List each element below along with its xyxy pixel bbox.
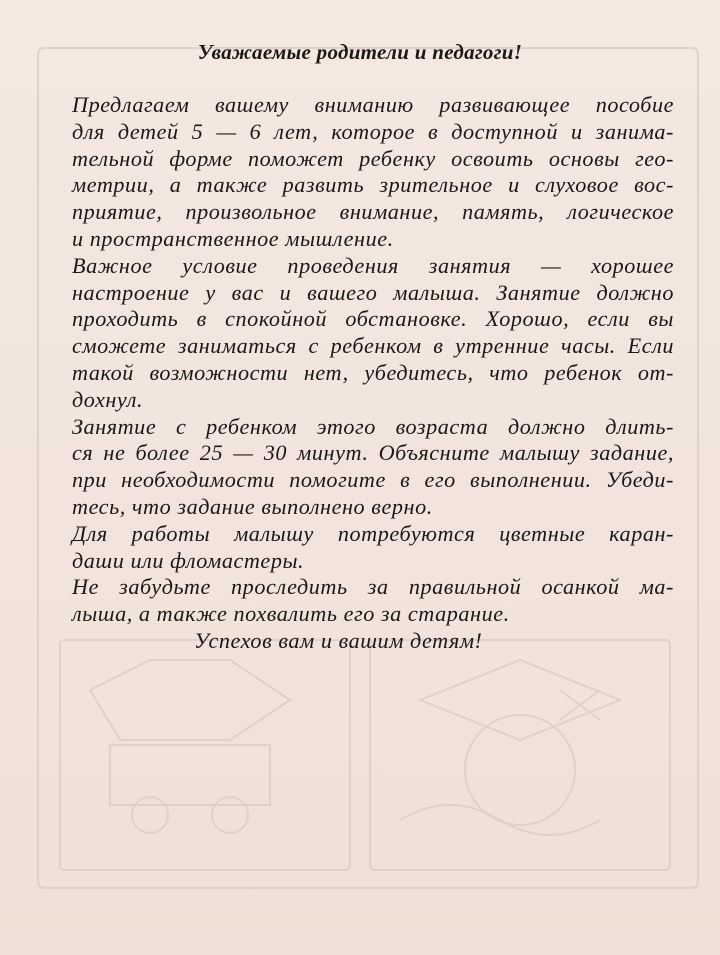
text-line: тельной форме поможет ребенку освоить основы гео- — [72, 145, 674, 171]
text-line: такой возможности нет, убедитесь, что ребенок от- — [72, 359, 674, 385]
text-line: Предлагаем вашему вниманию развивающее пособие — [72, 92, 674, 117]
paragraph-3 — [72, 414, 674, 521]
text-line: и пространственное мышление. — [72, 225, 394, 251]
paragraph-2 — [72, 253, 674, 414]
text-line: ся не более 25 — 30 минут. Объясните малышу задание, — [72, 440, 674, 466]
paragraph-1 — [72, 92, 674, 253]
text-line: Занятие с ребенком этого возраста должно длить- — [72, 413, 674, 439]
text-line: Важное условие проведения занятия — хорошее — [72, 252, 674, 278]
text-line: Не забудьте проследить за правильной осанкой ма- — [72, 574, 674, 600]
text-line: приятие, произвольное внимание, память, логическое — [72, 199, 674, 225]
text-line: Для работы малышу потребуются цветные каран- — [72, 520, 674, 546]
text-line: для детей 5 — 6 лет, которое в доступной и занима- — [72, 118, 674, 144]
text-line: лыша, а также похвалить его за старание. — [72, 601, 510, 627]
page-heading: Уважаемые родители и педагоги! — [197, 40, 523, 64]
text-line: при необходимости помогите в его выполнении. Убеди- — [72, 467, 674, 493]
paragraph-4 — [72, 521, 674, 575]
text-line: метрии, а также развить зрительное и слуховое вос- — [72, 172, 674, 198]
closing-text: Успехов вам и вашим детям! — [194, 627, 483, 653]
body-text — [72, 92, 674, 655]
paragraph-5 — [72, 574, 674, 628]
closing-line — [72, 628, 674, 655]
text-line: дохнул. — [72, 386, 144, 412]
text-line: даши или фломастеры. — [72, 547, 305, 573]
text-line: настроение у вас и вашего малыша. Занятие должно — [72, 279, 674, 305]
text-line: сможете заниматься с ребенком в утренние часы. Если — [72, 333, 674, 359]
text-line: тесь, что задание выполнено верно. — [72, 493, 433, 519]
text-line: проходить в спокойной обстановке. Хорошо, если вы — [72, 306, 674, 332]
